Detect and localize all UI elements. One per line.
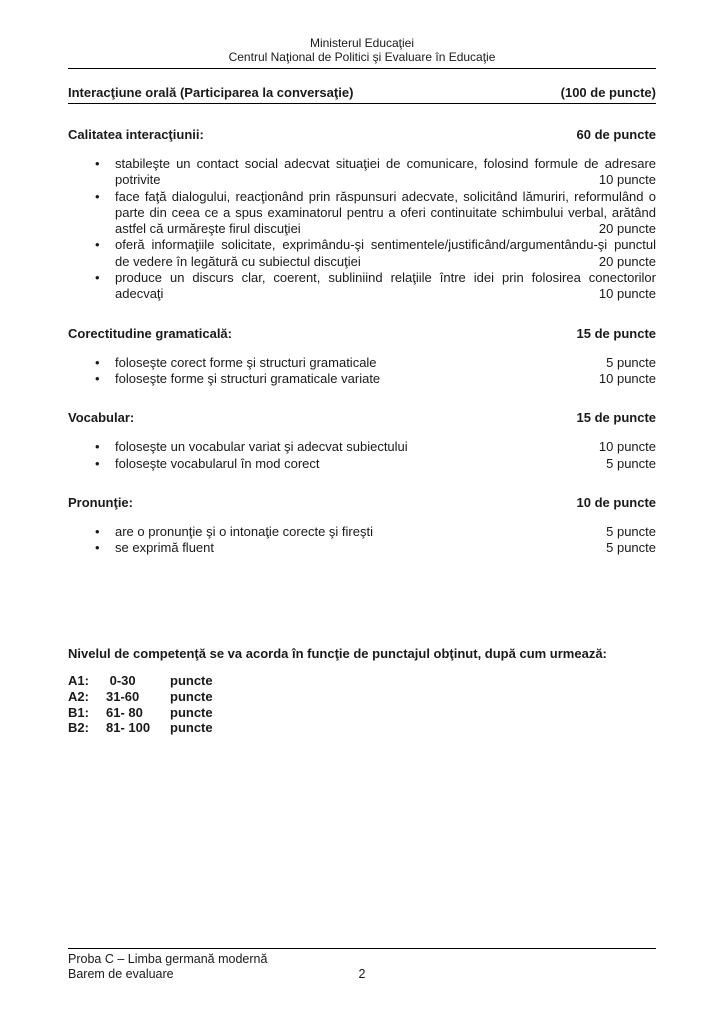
level-unit: puncte	[170, 689, 213, 705]
bullet-icon: •	[95, 156, 100, 171]
bullet-icon: •	[95, 455, 100, 471]
bullet-points: 5 puncte	[606, 523, 656, 539]
criterion-bullet-list	[68, 355, 656, 388]
level-code: B1:	[68, 704, 89, 720]
criterion-heading-pronunciation	[68, 495, 656, 511]
criterion-label: Pronunţie:	[68, 494, 133, 510]
criterion-heading-vocabulary	[68, 410, 656, 426]
footer-exam-title: Proba C – Limba germană modernă	[68, 952, 268, 966]
bullet-icon: •	[95, 540, 100, 556]
criterion-label: Calitatea interacţiunii:	[68, 127, 204, 142]
bullet-text: foloseşte corect forme şi structuri gramaticale	[115, 354, 377, 370]
bullet-text: foloseşte vocabularul în mod corect	[115, 455, 320, 471]
document-title-points: (100 de puncte)	[560, 85, 656, 100]
bullet-points: 10 puncte	[598, 370, 656, 386]
bullet-item	[68, 270, 656, 303]
bullet-item	[68, 371, 656, 387]
level-code: A2:	[68, 689, 89, 705]
bullet-text: are o pronunţie şi o intonaţie corecte şi fireşti	[115, 523, 373, 539]
document-title-row	[68, 85, 656, 104]
level-unit: puncte	[170, 673, 213, 689]
footer-bottom-row	[68, 967, 656, 982]
level-code: B2:	[68, 720, 89, 736]
bullet-icon: •	[95, 354, 100, 370]
level-row-b1	[68, 705, 656, 721]
bullet-item	[68, 524, 656, 540]
bullet-points: 10 puncte	[598, 439, 656, 455]
bullet-icon: •	[95, 188, 100, 204]
criterion-bullet-list	[68, 156, 656, 303]
bullet-points: 5 puncte	[606, 354, 656, 370]
criterion-bullet-list	[68, 439, 656, 472]
level-row-b2	[68, 720, 656, 736]
bullet-points: 20 puncte	[598, 221, 656, 237]
bullet-text: foloseşte un vocabular variat şi adecvat subiectului	[115, 439, 408, 455]
bullet-points: 5 puncte	[606, 540, 656, 556]
level-unit: puncte	[170, 720, 213, 736]
level-range: 81- 100	[106, 720, 151, 736]
criterion-points: 15 de puncte	[576, 410, 656, 426]
levels-table	[68, 673, 656, 735]
criterion-points: 60 de puncte	[576, 127, 656, 142]
level-range: 0-30	[106, 673, 136, 689]
level-code: A1:	[68, 673, 89, 689]
bullet-text: stabileşte un contact social adecvat situaţiei de comunicare, folosind formule de adresare potrivite	[115, 156, 656, 188]
criterion-bullet-list	[68, 524, 656, 557]
bullet-icon: •	[95, 270, 100, 286]
criterion-label: Corectitudine gramaticală:	[68, 325, 232, 341]
level-unit: puncte	[170, 704, 213, 720]
criterion-heading-interaction	[68, 127, 656, 143]
bullet-item	[68, 156, 656, 189]
document-header	[68, 36, 656, 64]
bullet-points: 10 puncte	[598, 286, 656, 302]
criterion-heading-grammar	[68, 326, 656, 342]
bullet-icon: •	[95, 439, 100, 455]
competence-levels-block	[68, 646, 656, 735]
bullet-text: face faţă dialogului, reacţionând prin răspunsuri adecvate, solicitând lămuriri, reformulând o parte din ceea ce a spus examinatorul pentru a oferi continuitate schimbului verbal, arătând astfel că urmăreşte firul discuţiei	[115, 188, 656, 237]
level-range: 61- 80	[106, 704, 143, 720]
levels-intro-text: Nivelul de competenţă se va acorda în funcţie de punctajul obţinut, după cum urmează:	[68, 646, 607, 662]
bullet-icon: •	[95, 237, 100, 253]
bullet-item	[68, 237, 656, 270]
bullet-icon: •	[95, 523, 100, 539]
header-ministry-line: Ministerul Educaţiei	[309, 36, 415, 50]
bullet-points: 10 puncte	[598, 172, 656, 188]
document-footer	[68, 948, 656, 982]
level-row-a2	[68, 689, 656, 705]
footer-doc-type: Barem de evaluare	[68, 967, 174, 981]
bullet-text: produce un discurs clar, coerent, subliniind relaţiile între idei prin folosirea conectorilor adecvaţi	[115, 270, 656, 302]
bullet-points: 20 puncte	[598, 253, 656, 269]
footer-divider	[68, 948, 656, 949]
bullet-points: 5 puncte	[606, 455, 656, 471]
bullet-item	[68, 456, 656, 472]
header-center-line: Centrul Naţional de Politici şi Evaluare în Educaţie	[228, 50, 496, 64]
bullet-icon: •	[95, 370, 100, 386]
criterion-label: Vocabular:	[68, 410, 135, 426]
bullet-item	[68, 355, 656, 371]
header-divider	[68, 68, 656, 69]
bullet-text: foloseşte forme şi structuri gramaticale variate	[115, 370, 381, 386]
bullet-item	[68, 439, 656, 455]
criterion-points: 10 de puncte	[576, 494, 656, 510]
bullet-item	[68, 189, 656, 238]
bullet-item	[68, 540, 656, 556]
page-number: 2	[358, 967, 366, 981]
level-range: 31-60	[106, 689, 140, 705]
bullet-text: oferă informaţiile solicitate, exprimându-şi sentimentele/justificând/argumentându-şi punctul de vedere în legătură cu subiectul discuţiei	[115, 237, 656, 269]
criterion-points: 15 de puncte	[576, 325, 656, 341]
bullet-text: se exprimă fluent	[115, 540, 214, 556]
document-title: Interacţiune orală (Participarea la conversaţie)	[68, 85, 354, 100]
level-row-a1	[68, 673, 656, 689]
